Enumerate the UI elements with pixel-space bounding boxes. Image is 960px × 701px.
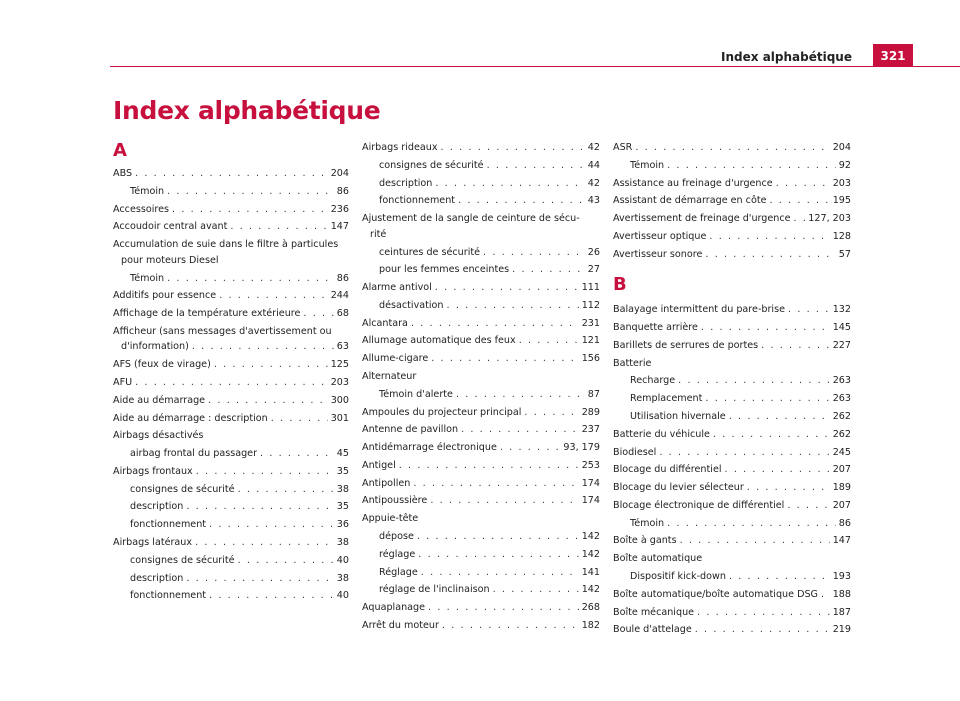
index-entry: Alcantara . . . 231 <box>362 316 600 332</box>
index-subentry: fonctionnement . . . 43 <box>362 193 600 209</box>
index-entry: Antipoussière . . . 174 <box>362 493 600 509</box>
index-entry: Blocage du différentiel . . . 207 <box>613 462 851 478</box>
page-title: Index alphabétique <box>113 96 381 125</box>
index-subentry: Utilisation hivernale . . . 262 <box>613 409 851 425</box>
index-subentry: Témoin . . . 86 <box>113 271 349 287</box>
header-rule <box>110 66 960 67</box>
index-subentry: fonctionnement . . . 36 <box>113 517 349 533</box>
index-subentry: description . . . 35 <box>113 499 349 515</box>
index-column-3 <box>613 140 851 640</box>
index-entry: Antenne de pavillon . . . 237 <box>362 422 600 438</box>
index-entry: ASR . . . 204 <box>613 140 851 156</box>
index-column-1 <box>113 140 349 606</box>
index-entry: Assistant de démarrage en côte . . . 195 <box>613 193 851 209</box>
index-column-2 <box>362 140 600 636</box>
index-subentry: description . . . 42 <box>362 176 600 192</box>
index-entry: Biodiesel . . . 245 <box>613 445 851 461</box>
index-entry: Avertisseur sonore . . . 57 <box>613 247 851 263</box>
index-subentry: Témoin . . . 92 <box>613 158 851 174</box>
index-entry: Allumage automatique des feux . . . 121 <box>362 333 600 349</box>
index-subentry: consignes de sécurité . . . 44 <box>362 158 600 174</box>
index-entry: Airbags rideaux . . . 42 <box>362 140 600 156</box>
index-entry: Blocage électronique de différentiel . . . 207 <box>613 498 851 514</box>
index-entry: Boîte à gants . . . 147 <box>613 533 851 549</box>
index-subentry: fonctionnement . . . 40 <box>113 588 349 604</box>
index-subentry: airbag frontal du passager . . . 45 <box>113 446 349 462</box>
index-entry: Accoudoir central avant . . . 147 <box>113 219 349 235</box>
running-header-title: Index alphabétique <box>721 50 852 64</box>
index-entry: d'information) . . . 63 <box>113 339 349 355</box>
index-subentry: réglage . . . 142 <box>362 547 600 563</box>
index-heading: Alternateur <box>362 370 417 382</box>
index-entry: Affichage de la température extérieure . . . 68 <box>113 306 349 322</box>
index-subentry: réglage de l'inclinaison . . . 142 <box>362 582 600 598</box>
index-entry: Avertisseur optique . . . 128 <box>613 229 851 245</box>
index-entry: Boîte automatique/boîte automatique DSG . . . 188 <box>613 587 851 603</box>
index-entry: Antigel . . . 253 <box>362 458 600 474</box>
index-subentry: Témoin . . . 86 <box>613 516 851 532</box>
index-entry: Additifs pour essence . . . 244 <box>113 288 349 304</box>
index-heading: Afficheur (sans messages d'avertissement ou <box>113 325 332 337</box>
index-entry: Boîte mécanique . . . 187 <box>613 605 851 621</box>
page-number-badge: 321 <box>873 44 913 67</box>
index-entry: Barillets de serrures de portes . . . 227 <box>613 338 851 354</box>
index-entry: Accessoires . . . 236 <box>113 202 349 218</box>
index-entry: Assistance au freinage d'urgence . . . 203 <box>613 176 851 192</box>
index-subentry: Réglage . . . 141 <box>362 565 600 581</box>
index-subentry: Remplacement . . . 263 <box>613 391 851 407</box>
index-subentry: dépose . . . 142 <box>362 529 600 545</box>
index-entry: Balayage intermittent du pare-brise . . . 132 <box>613 302 851 318</box>
index-subentry: description . . . 38 <box>113 571 349 587</box>
index-heading: Appuie-tête <box>362 513 419 525</box>
index-subentry: désactivation . . . 112 <box>362 298 600 314</box>
index-subentry: Témoin . . . 86 <box>113 184 349 200</box>
index-entry: Airbags latéraux . . . 38 <box>113 535 349 551</box>
index-entry: AFU . . . 203 <box>113 375 349 391</box>
index-entry: Boule d'attelage . . . 219 <box>613 622 851 638</box>
index-subentry: ceintures de sécurité . . . 26 <box>362 245 600 261</box>
index-heading: Accumulation de suie dans le filtre à particules pour moteurs Diesel <box>113 239 339 266</box>
index-heading: Airbags désactivés <box>113 430 204 442</box>
index-entry: AFS (feux de virage) . . . 125 <box>113 357 349 373</box>
index-entry: Airbags frontaux . . . 35 <box>113 464 349 480</box>
index-heading: Ajustement de la sangle de ceinture de sécu- rité <box>362 213 580 240</box>
index-subentry: pour les femmes enceintes . . . 27 <box>362 262 600 278</box>
index-heading: Boîte automatique <box>613 553 703 565</box>
section-letter-b: B <box>613 274 627 296</box>
section-letter-a: A <box>113 140 127 161</box>
index-entry: Banquette arrière . . . 145 <box>613 320 851 336</box>
index-entry: Allume-cigare . . . 156 <box>362 351 600 367</box>
index-entry: Ampoules du projecteur principal . . . 289 <box>362 405 600 421</box>
index-heading: Batterie <box>613 357 652 369</box>
index-subentry: Recharge . . . 263 <box>613 373 851 389</box>
index-entry: Alarme antivol . . . 111 <box>362 280 600 296</box>
index-subentry: consignes de sécurité . . . 40 <box>113 553 349 569</box>
index-entry: Blocage du levier sélecteur . . . 189 <box>613 480 851 496</box>
index-entry: Antidémarrage électronique . . . 93, 179 <box>362 440 600 456</box>
index-entry: Aquaplanage . . . 268 <box>362 600 600 616</box>
index-subentry: Témoin d'alerte . . . 87 <box>362 387 600 403</box>
index-subentry: consignes de sécurité . . . 38 <box>113 482 349 498</box>
index-entry: Aide au démarrage : description . . . 301 <box>113 411 349 427</box>
index-entry: ABS . . . 204 <box>113 166 349 182</box>
index-entry: Arrêt du moteur . . . 182 <box>362 618 600 634</box>
index-entry: Batterie du véhicule . . . 262 <box>613 427 851 443</box>
index-subentry: Dispositif kick-down . . . 193 <box>613 569 851 585</box>
index-entry: Antipollen . . . 174 <box>362 476 600 492</box>
index-entry: Aide au démarrage . . . 300 <box>113 393 349 409</box>
index-entry: Avertissement de freinage d'urgence . . . 127, 203 <box>613 211 851 227</box>
